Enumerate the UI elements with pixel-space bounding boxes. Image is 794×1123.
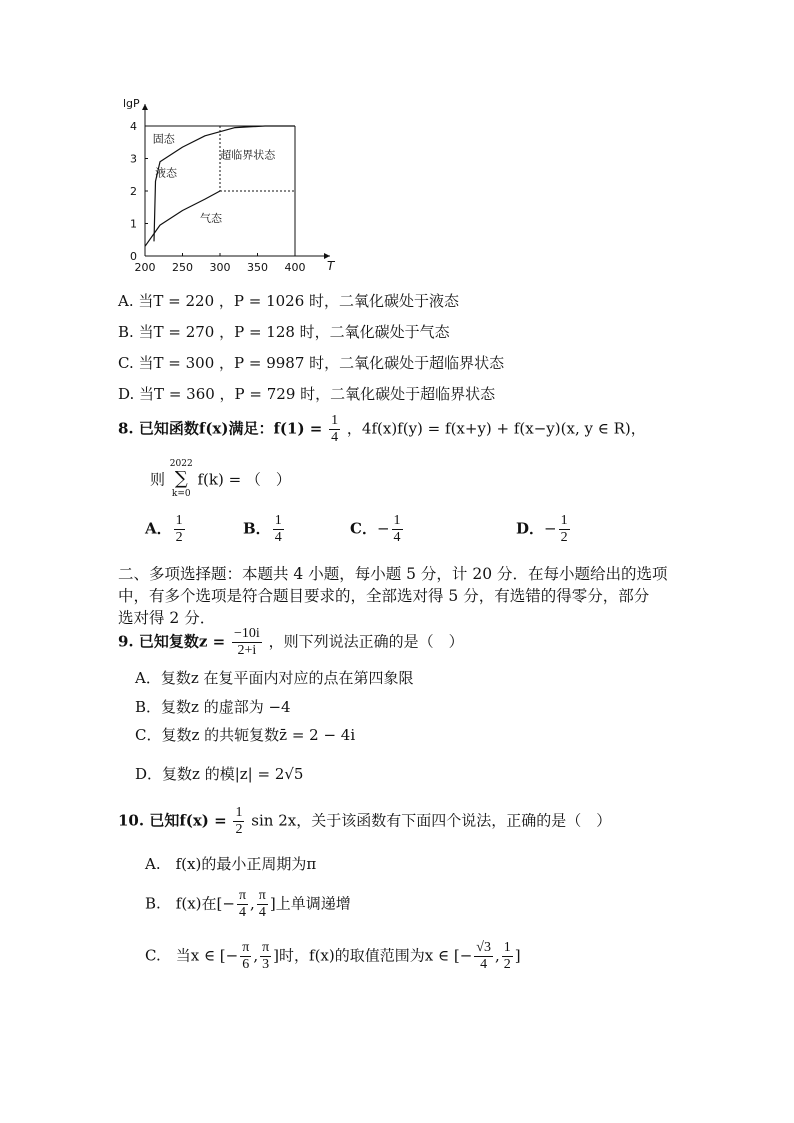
phase-boundary-curve-2 bbox=[154, 126, 295, 241]
q7-option-d-text: 当T = 360 ，P = 729 时，二氧化碳处于超临界状态 bbox=[139, 385, 496, 403]
q8-option-b bbox=[243, 513, 286, 546]
q10-option-c-frac3 bbox=[474, 940, 493, 973]
q8-option-c-den: 4 bbox=[393, 530, 401, 545]
region-label: 超临界状态 bbox=[220, 148, 276, 162]
q8-option-a-num: 1 bbox=[175, 513, 183, 528]
q10-option-c bbox=[145, 940, 521, 973]
q10-option-c-f1-den: 6 bbox=[242, 957, 250, 972]
q10-option-b bbox=[145, 888, 351, 921]
q7-option-a-text: 当T = 220 ，P = 1026 时，二氧化碳处于液态 bbox=[138, 292, 460, 310]
region-label: 固态 bbox=[152, 132, 175, 146]
q8-option-a-frac bbox=[174, 513, 185, 546]
q10-option-b-f1-num: π bbox=[238, 888, 247, 903]
q7-option-b-text: 当T = 270 ，P = 128 时，二氧化碳处于气态 bbox=[138, 323, 450, 341]
x-tick-label: 200 bbox=[134, 261, 156, 274]
q10-frac-den: 2 bbox=[235, 822, 243, 837]
q10-option-b-f2-den: 4 bbox=[258, 905, 266, 920]
q9-frac-num: −10i bbox=[233, 626, 260, 641]
q10-stem-fraction bbox=[233, 805, 244, 838]
q9-stem-fraction bbox=[232, 626, 262, 659]
q8-option-c-sign: − bbox=[376, 519, 390, 538]
x-tick-label: 300 bbox=[209, 261, 231, 274]
q8-option-d bbox=[516, 513, 572, 546]
q10-stem-b: sin 2x，关于该函数有下面四个说法，正确的是（ ） bbox=[251, 811, 612, 830]
q10-option-c-f2-den: 3 bbox=[262, 957, 270, 972]
q8-ask bbox=[150, 458, 291, 500]
q7-option-a-label: A. bbox=[118, 292, 134, 310]
q7-option-a bbox=[118, 290, 459, 311]
q7-option-d bbox=[118, 383, 495, 404]
x-tick-label: 350 bbox=[247, 261, 268, 274]
q10-option-c-f3-num: √3 bbox=[476, 940, 491, 955]
q8-sum bbox=[170, 458, 193, 500]
section2-line1: 二、多项选择题：本题共 4 小题，每小题 5 分，计 20 分．在每小题给出的选项 bbox=[118, 565, 668, 583]
q9-stem-b: ，则下列说法正确的是（ ） bbox=[268, 632, 464, 651]
y-tick-label: 2 bbox=[130, 185, 137, 198]
q9-stem bbox=[118, 626, 464, 659]
y-tick-label: 3 bbox=[130, 152, 137, 166]
q8-option-b-frac bbox=[273, 513, 284, 546]
q8-stem-fraction bbox=[329, 413, 340, 446]
q10-option-c-frac1 bbox=[240, 940, 251, 973]
y-tick-label: 4 bbox=[130, 120, 137, 133]
y-axis-label: lgP bbox=[123, 97, 140, 110]
q8-option-d-frac bbox=[559, 513, 570, 546]
q10-option-c-f3-den: 4 bbox=[480, 957, 488, 972]
q8-ask-b: f(k) = （ ） bbox=[197, 470, 291, 489]
y-tick-label: 0 bbox=[130, 250, 137, 263]
q10-option-c-frac4 bbox=[502, 940, 513, 973]
q10-option-c-b: ]时，f(x)的取值范围为x ∈ [− bbox=[273, 946, 473, 965]
q10-option-c-frac2 bbox=[260, 940, 271, 973]
q9-option-c: C．复数z 的共轭复数z̄ = 2 − 4i bbox=[135, 726, 356, 744]
q7-option-b-label: B. bbox=[118, 323, 134, 341]
q10-option-c-f2-num: π bbox=[262, 940, 270, 955]
q8-stem bbox=[118, 413, 646, 446]
x-axis-label: T bbox=[327, 259, 335, 273]
q10-frac-num: 1 bbox=[235, 805, 243, 820]
section2-line2: 中，有多个选项是符合题目要求的，全部选对得 5 分，有选错的得零分，部分 bbox=[118, 587, 650, 605]
section2-header bbox=[118, 563, 668, 629]
q10-option-c-mid2: , bbox=[494, 946, 500, 965]
q8-option-c-label: C． bbox=[350, 519, 377, 538]
q8-option-a-label: A． bbox=[145, 519, 172, 538]
q8-option-c bbox=[350, 513, 405, 546]
x-tick-label: 400 bbox=[284, 261, 306, 274]
q8-option-b-num: 1 bbox=[274, 513, 282, 528]
q10-option-a: A. f(x)的最小正周期为π bbox=[145, 855, 317, 873]
q7-option-d-label: D. bbox=[118, 385, 135, 403]
q8-stem-b: ，4f(x)f(y) = f(x+y) + f(x−y)(x, y ∈ R)， bbox=[346, 419, 646, 438]
q10-option-b-mid: , bbox=[250, 894, 255, 913]
q10-option-b-b: ]上单调递增 bbox=[269, 894, 351, 913]
q10-option-c-c: ] bbox=[514, 946, 521, 965]
q10-option-b-a: B. f(x)在[− bbox=[145, 894, 235, 913]
q9-frac-den: 2+i bbox=[237, 643, 257, 658]
q10-option-c-f4-den: 2 bbox=[503, 957, 511, 972]
q8-option-d-sign: − bbox=[544, 519, 557, 538]
q10-stem bbox=[118, 805, 611, 838]
q8-sum-top: 2022 bbox=[169, 459, 193, 469]
q8-option-b-den: 4 bbox=[274, 530, 282, 545]
y-tick-label: 1 bbox=[130, 217, 137, 231]
q8-frac-num: 1 bbox=[331, 413, 339, 428]
q10-option-c-f1-num: π bbox=[242, 940, 250, 955]
q8-sum-bottom: k=0 bbox=[171, 489, 191, 499]
q10-option-b-f1-den: 4 bbox=[238, 905, 246, 920]
q8-option-a-den: 2 bbox=[175, 530, 183, 545]
region-label: 气态 bbox=[200, 211, 222, 225]
q8-option-c-frac bbox=[392, 513, 403, 546]
q8-option-a bbox=[145, 513, 187, 546]
q8-option-d-label: D． bbox=[516, 519, 545, 538]
q10-option-c-f4-num: 1 bbox=[503, 940, 511, 955]
q8-option-b-label: B． bbox=[243, 519, 271, 538]
q7-option-b bbox=[118, 321, 450, 342]
q10-option-c-a: C. 当x ∈ [− bbox=[145, 946, 239, 965]
q9-option-b: B．复数z 的虚部为 −4 bbox=[135, 698, 291, 716]
q9-option-d: D．复数z 的模|z| = 2√5 bbox=[135, 765, 304, 783]
q9-option-a: A．复数z 在复平面内对应的点在第四象限 bbox=[135, 669, 414, 687]
q8-option-d-den: 2 bbox=[560, 530, 568, 545]
q10-option-b-f2-num: π bbox=[258, 888, 266, 903]
q7-option-c-text: 当T = 300 ，P = 9987 时，二氧化碳处于超临界状态 bbox=[138, 354, 505, 372]
section2-line3: 选对得 2 分． bbox=[118, 609, 216, 627]
q8-option-d-num: 1 bbox=[560, 513, 568, 528]
q10-option-b-frac1 bbox=[237, 888, 248, 921]
q8-sum-symbol: ∑ bbox=[174, 468, 188, 489]
q7-option-c bbox=[118, 352, 504, 373]
y-axis-arrow bbox=[142, 104, 148, 110]
q10-option-b-frac2 bbox=[257, 888, 268, 921]
x-tick-label: 250 bbox=[172, 261, 193, 274]
region-label: 液态 bbox=[155, 166, 177, 180]
q8-stem-a: 8. 已知函数f(x)满足：f(1) = bbox=[118, 419, 323, 438]
q9-stem-a: 9. 已知复数z = bbox=[118, 632, 226, 651]
q8-ask-a: 则 bbox=[150, 470, 166, 489]
q10-option-c-mid: , bbox=[253, 946, 259, 965]
q7-option-c-label: C. bbox=[118, 354, 134, 372]
q10-stem-a: 10. 已知f(x) = bbox=[118, 811, 227, 830]
q8-frac-den: 4 bbox=[331, 430, 339, 445]
phase-diagram-chart bbox=[110, 95, 340, 280]
q8-option-c-num: 1 bbox=[393, 513, 401, 528]
